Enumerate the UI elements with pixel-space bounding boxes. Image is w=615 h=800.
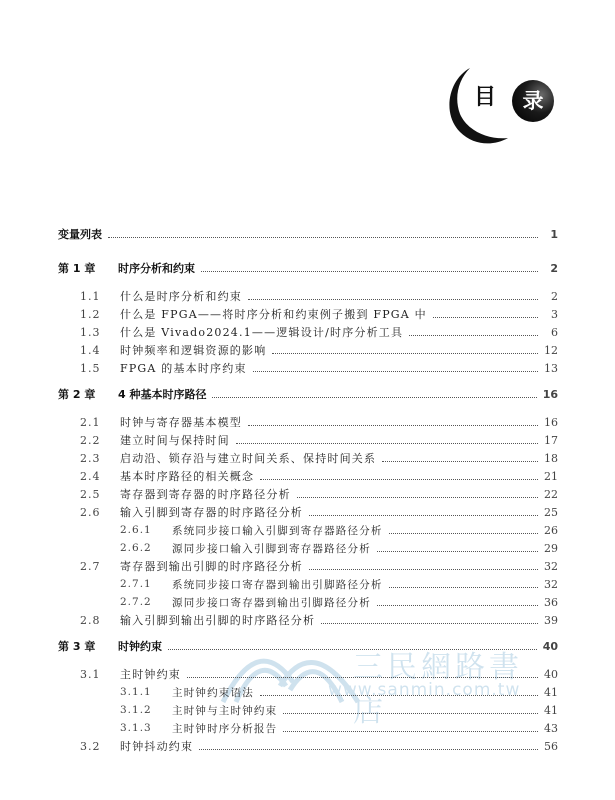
toc-entry-number: 2.7.2: [120, 596, 152, 608]
toc-entry-page: 39: [544, 613, 558, 627]
toc-entry-title: 源同步接口输入引脚到寄存器路径分析: [172, 542, 371, 555]
toc-heading: [446, 62, 586, 152]
dot-leader: [248, 299, 538, 300]
toc-entry-title: 建立时间与保持时间: [120, 434, 230, 447]
toc-entry-page: 22: [544, 487, 558, 501]
dot-leader: [201, 271, 538, 272]
toc-entry[interactable]: [80, 612, 558, 628]
heading-char-mu: 目: [474, 85, 497, 110]
dot-leader: [248, 425, 538, 426]
toc-entry-number: 2.3: [80, 451, 101, 465]
toc-entry-title: 时钟约束: [118, 640, 162, 653]
watermark-url: www.sanmin.com.tw: [328, 680, 521, 700]
toc-entry[interactable]: [120, 594, 558, 610]
dot-leader: [253, 371, 538, 372]
toc-entry-page: 12: [544, 343, 558, 357]
toc-entry-number: 2.5: [80, 487, 101, 501]
toc-entry-page: 32: [544, 577, 558, 591]
toc-entry-page: 3: [551, 307, 558, 321]
toc-entry-title: 输入引脚到输出引脚的时序路径分析: [120, 614, 316, 627]
toc-entry-page: 56: [544, 739, 558, 753]
toc-entry-title: 什么是 Vivado2024.1——逻辑设计/时序分析工具: [120, 326, 404, 339]
toc-entry-number: 1.3: [80, 325, 101, 339]
dot-leader: [236, 443, 538, 444]
toc-entry-page: 6: [551, 325, 558, 339]
toc-entry-title: FPGA 的基本时序约束: [120, 362, 247, 375]
toc-entry-number: 2.1: [80, 415, 101, 429]
toc-entry-number: 第 3 章: [58, 640, 96, 653]
dot-leader: [187, 677, 538, 678]
toc-entry[interactable]: [80, 360, 558, 376]
dot-leader: [108, 237, 538, 238]
toc-entry-title: 系统同步接口输入引脚到寄存器路径分析: [172, 524, 383, 537]
toc-entry-title: 时钟与寄存器基本模型: [120, 416, 242, 429]
toc-entry[interactable]: [58, 226, 558, 242]
toc-entry[interactable]: [80, 414, 558, 430]
heading-char-lu-badge: 录: [512, 80, 554, 122]
toc-entry-title: 寄存器到寄存器的时序路径分析: [120, 488, 291, 501]
toc-entry-number: 2.7.1: [120, 578, 152, 590]
toc-entry[interactable]: [58, 260, 558, 276]
toc-entry[interactable]: [80, 486, 558, 502]
toc-entry[interactable]: [80, 450, 558, 466]
toc-entry-title: 基本时序路径的相关概念: [120, 470, 255, 483]
dot-leader: [168, 649, 537, 650]
toc-entry-number: 2.6.1: [120, 524, 152, 536]
toc-entry-number: 1.2: [80, 307, 101, 321]
toc-entry-page: 18: [544, 451, 558, 465]
toc-entry-number: 3.1: [80, 667, 101, 681]
toc-entry[interactable]: [120, 522, 558, 538]
toc-entry[interactable]: [80, 324, 558, 340]
toc-entry[interactable]: [80, 666, 558, 682]
toc-entry[interactable]: [120, 684, 558, 700]
toc-entry-number: 1.5: [80, 361, 101, 375]
dot-leader: [389, 533, 538, 534]
toc-entry-page: 2: [551, 289, 558, 303]
toc-entry-page: 2: [550, 261, 558, 275]
toc-entry-page: 41: [544, 703, 558, 717]
dot-leader: [433, 317, 538, 318]
toc-entry[interactable]: [58, 386, 558, 402]
toc-entry-title: 系统同步接口寄存器到输出引脚路径分析: [172, 578, 383, 591]
toc-entry-number: 3.1.2: [120, 704, 152, 716]
toc-entry-title: 输入引脚到寄存器的时序路径分析: [120, 506, 303, 519]
dot-leader: [309, 569, 538, 570]
toc-entry[interactable]: [120, 576, 558, 592]
toc-entry-number: 1.4: [80, 343, 101, 357]
toc-entry[interactable]: [80, 432, 558, 448]
toc-entry[interactable]: [80, 288, 558, 304]
toc-entry[interactable]: [120, 540, 558, 556]
toc-entry-title: 什么是 FPGA——将时序分析和约束例子搬到 FPGA 中: [120, 308, 427, 321]
dot-leader: [272, 353, 538, 354]
toc-entry-page: 16: [544, 415, 558, 429]
toc-entry[interactable]: [120, 720, 558, 736]
toc-entry-title: 什么是时序分析和约束: [120, 290, 242, 303]
toc-entry-page: 43: [544, 721, 558, 735]
toc-entry-page: 26: [544, 523, 558, 537]
dot-leader: [382, 461, 538, 462]
toc-entry-number: 第 2 章: [58, 388, 96, 401]
toc-entry-page: 40: [544, 667, 558, 681]
toc-entry-number: 2.2: [80, 433, 101, 447]
dot-leader: [212, 397, 536, 398]
dot-leader: [409, 335, 538, 336]
toc-entry-number: 2.6: [80, 505, 101, 519]
toc-entry-number: 3.2: [80, 739, 101, 753]
toc-entry-title: 变量列表: [58, 228, 102, 241]
toc-entry-title: 时钟抖动约束: [120, 740, 194, 753]
toc-entry-page: 41: [544, 685, 558, 699]
toc-entry-number: 2.7: [80, 559, 101, 573]
toc-entry-page: 29: [544, 541, 558, 555]
toc-entry-number: 2.4: [80, 469, 101, 483]
toc-entry[interactable]: [120, 702, 558, 718]
toc-entry-page: 1: [550, 227, 558, 241]
toc-entry-page: 21: [544, 469, 558, 483]
dot-leader: [260, 695, 538, 696]
toc-entry-title: 4 种基本时序路径: [118, 388, 207, 401]
toc-entry[interactable]: [80, 468, 558, 484]
toc-entry-number: 3.1.3: [120, 722, 152, 734]
dot-leader: [321, 623, 538, 624]
toc-entry-page: 32: [544, 559, 558, 573]
toc-entry-number: 1.1: [80, 289, 101, 303]
toc-entry-title: 启动沿、锁存沿与建立时间关系、保持时间关系: [120, 452, 377, 465]
toc-entry-title: 主时钟约束语法: [172, 686, 254, 699]
toc-entry[interactable]: [58, 638, 558, 654]
toc-entry-page: 16: [542, 387, 558, 401]
toc-entry-number: 2.6.2: [120, 542, 152, 554]
dot-leader: [377, 551, 538, 552]
dot-leader: [309, 515, 538, 516]
toc-entry-title: 寄存器到输出引脚的时序路径分析: [120, 560, 303, 573]
toc-entry-number: 第 1 章: [58, 262, 96, 275]
toc-entry-number: 3.1.1: [120, 686, 152, 698]
watermark-text: 三民網路書店: [353, 650, 523, 729]
toc-entry-title: 主时钟约束: [120, 668, 181, 681]
dot-leader: [389, 587, 538, 588]
toc-entry[interactable]: [80, 342, 558, 358]
toc-entry-title: 源同步接口寄存器到输出引脚路径分析: [172, 596, 371, 609]
dot-leader: [297, 497, 538, 498]
toc-entry[interactable]: [80, 738, 558, 754]
toc-entry-page: 13: [544, 361, 558, 375]
dot-leader: [377, 605, 538, 606]
toc-entry-number: 2.8: [80, 613, 101, 627]
toc-entry-title: 时序分析和约束: [118, 262, 195, 275]
toc-entry-title: 时钟频率和逻辑资源的影响: [120, 344, 267, 357]
toc-entry-page: 17: [544, 433, 558, 447]
dot-leader: [283, 731, 538, 732]
toc-entry-page: 36: [544, 595, 558, 609]
toc-entry[interactable]: [80, 504, 558, 520]
dot-leader: [283, 713, 538, 714]
toc-entry[interactable]: [80, 558, 558, 574]
dot-leader: [199, 749, 538, 750]
toc-entry-page: 25: [544, 505, 558, 519]
toc-entry-title: 主时钟与主时钟约束: [172, 704, 278, 717]
toc-entry-title: 主时钟时序分析报告: [172, 722, 278, 735]
toc-entry[interactable]: [80, 306, 558, 322]
dot-leader: [260, 479, 538, 480]
toc-entry-page: 40: [542, 639, 558, 653]
